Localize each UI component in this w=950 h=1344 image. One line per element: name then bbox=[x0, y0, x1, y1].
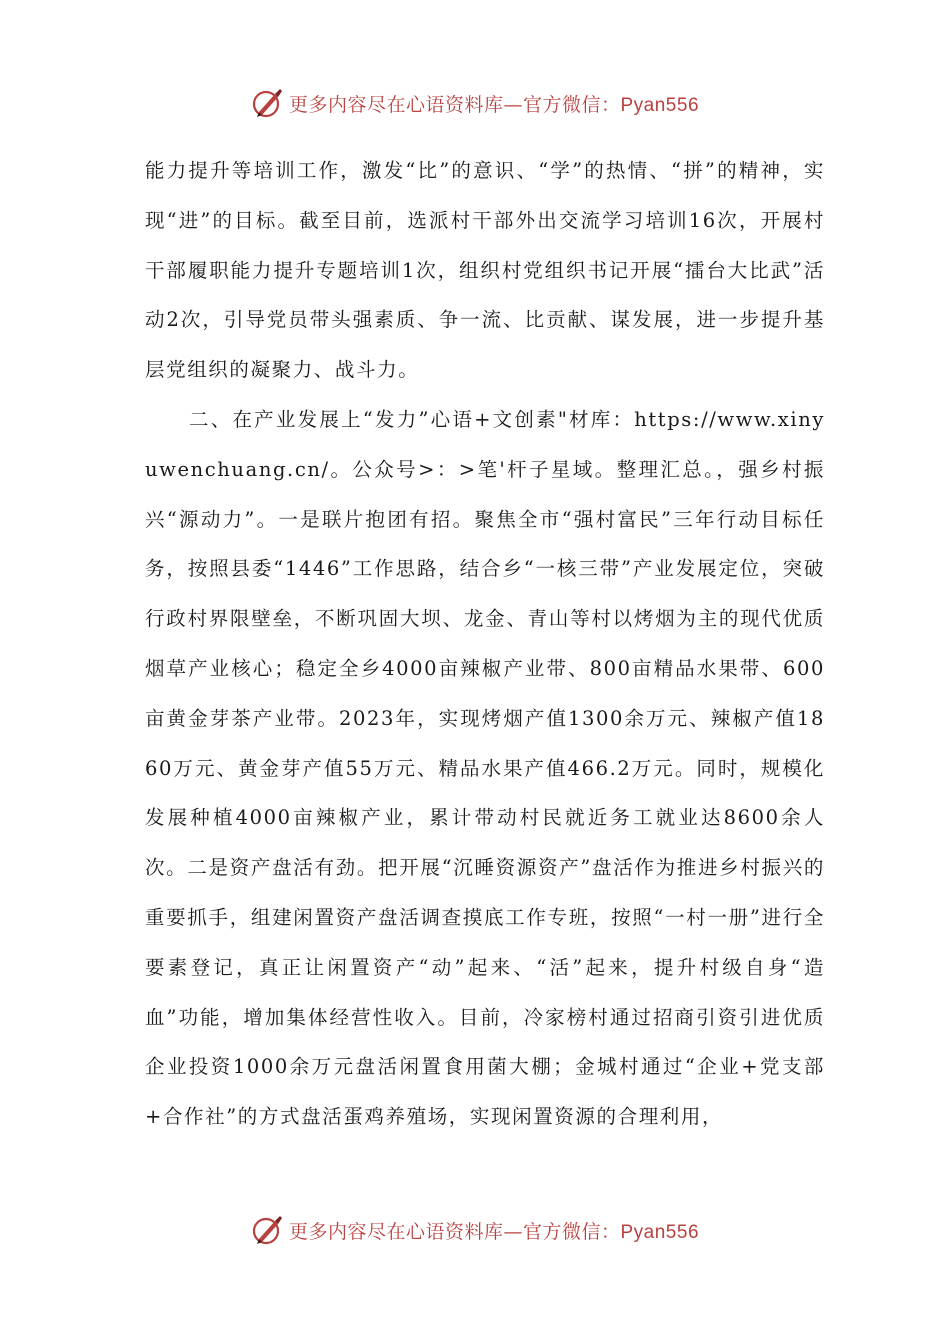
footer-banner-label: 更多内容尽在心语资料库—官方微信： bbox=[288, 1220, 621, 1243]
paragraph-1: 能力提升等培训工作，激发“比”的意识、“学”的热情、“拼”的精神，实现“进”的目标。截至目前，选派村干部外出交流学习培训16次，开展村干部履职能力提升专题培训1次，组织村党组织书记开展“擂台大比武”活动2次，引导党员带头强素质、争一流、比贡献、谋发展，进一步提升基层党组织的凝聚力、战斗力。 bbox=[145, 159, 825, 382]
footer-banner bbox=[0, 1210, 950, 1250]
footer-wechat-id: Pyan556 bbox=[620, 1221, 700, 1243]
header-banner-text bbox=[289, 90, 699, 117]
header-banner bbox=[0, 83, 950, 123]
header-wechat-id: Pyan556 bbox=[620, 94, 700, 116]
document-body bbox=[145, 146, 825, 1142]
pen-logo-icon bbox=[251, 1213, 285, 1247]
header-banner-label: 更多内容尽在心语资料库—官方微信： bbox=[288, 93, 621, 116]
pen-logo-icon bbox=[251, 86, 285, 120]
footer-banner-text bbox=[289, 1217, 699, 1244]
paragraph-2: 二、在产业发展上“发力”心语+文创素"材库：https://www.xinyuwenchuang.cn/。公众号>：>笔'杆子星域。整理汇总。，强乡村振兴“源动力”。一是联片抱团有招。聚焦全市“强村富民”三年行动目标任务，按照县委“1446”工作思路，结合乡“一核三带”产业发展定位，突破行政村界限壁垒，不断巩固大坝、龙金、青山等村以烤烟为主的现代优质烟草产业核心；稳定全乡4000亩辣椒产业带、800亩精品水果带、600亩黄金芽茶产业带。2023年，实现烤烟产值1300余万元、辣椒产值1860万元、黄金芽产值55万元、精品水果产值466.2万元。同时，规模化发展种植4000亩辣椒产业，累计带动村民就近务工就业达8600余人次。二是资产盘活有劲。把开展“沉睡资源资产”盘活作为推进乡村振兴的重要抓手，组建闲置资产盘活调查摸底工作专班，按照“一村一册”进行全要素登记，真正让闲置资产“动”起来、“活”起来，提升村级自身“造血”功能，增加集体经营性收入。目前，冷家榜村通过招商引资引进优质企业投资1000余万元盘活闲置食用菌大棚；金城村通过“企业+党支部+合作社”的方式盘活蛋鸡养殖场，实现闲置资源的合理利用， bbox=[145, 407, 825, 1129]
